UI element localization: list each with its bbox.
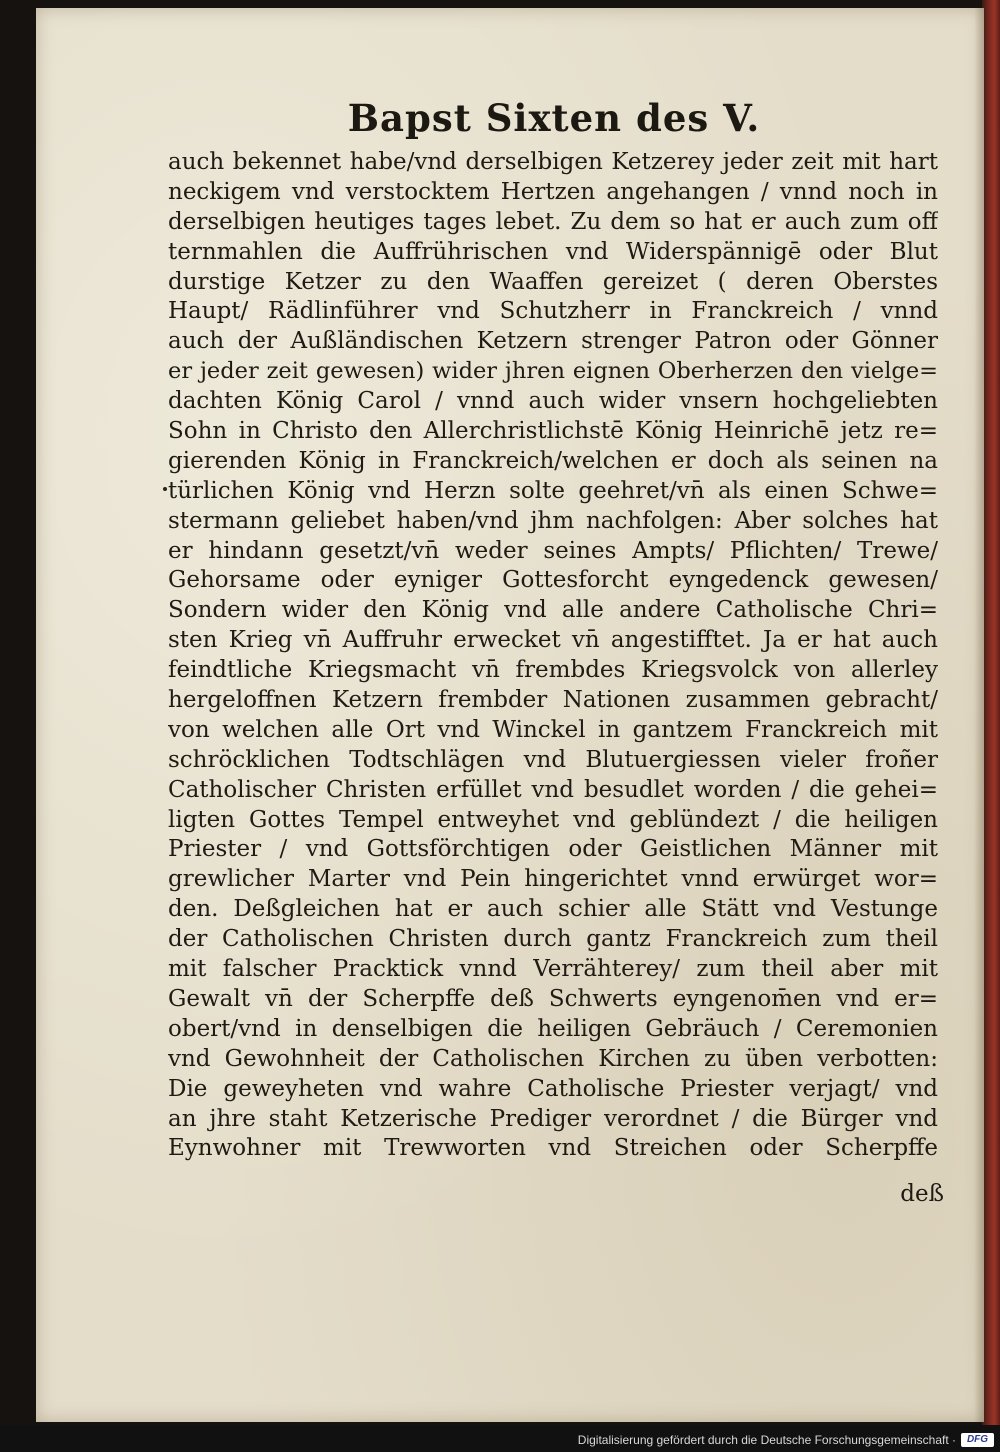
text-line: der Catholischen Christen durch gantz Franckreich zum theil: [168, 926, 938, 953]
text-line: Gewalt vn̄ der Scherpffe deß Schwerts eyngenom̄en vnd er=: [168, 985, 938, 1012]
text-line: gierenden König in Franckreich/welchen er doch als seinen na: [168, 447, 938, 474]
text-line: Eynwohner mit Trewworten vnd Streichen oder Scherpffe: [168, 1135, 938, 1162]
running-head: Bapst Sixten des V.: [347, 96, 761, 140]
text-line: er jeder zeit gewesen) wider jhren eignen Oberherzen den vielge=: [168, 358, 938, 385]
text-line: schröcklichen Todtschlägen vnd Blutuergiessen vieler froñer: [168, 746, 938, 773]
page-fold-shadow: [974, 8, 984, 1422]
footer-bar: [0, 1425, 1000, 1452]
margin-mark: [163, 487, 167, 491]
text-line: Catholischer Christen erfüllet vnd besudlet worden / die gehei=: [168, 776, 938, 803]
funding-notice: Digitalisierung gefördert durch die Deutsche Forschungsgemeinschaft ·: [577, 1433, 956, 1447]
text-line: türlichen König vnd Herzn solte geehret/vn̄ als einen Schwe=: [168, 477, 938, 504]
dfg-logo: DFG: [961, 1433, 994, 1447]
text-line: neckigem vnd verstocktem Hertzen angehangen / vnnd noch in: [168, 178, 938, 205]
text-line: er hindann gesetzt/vn̄ weder seines Ampts/ Pflichten/ Trewe/: [168, 537, 938, 564]
text-line: Die geweyheten vnd wahre Catholische Priester verjagt/ vnd: [168, 1075, 938, 1102]
text-line: durstige Ketzer zu den Waaffen gereizet ( deren Oberstes: [168, 268, 938, 295]
text-line: hergeloffnen Ketzern frembder Nationen zusammen gebracht/: [168, 687, 938, 714]
text-line: Haupt/ Rädlinführer vnd Schutzherr in Franckreich / vnnd: [168, 298, 938, 325]
text-line: den. Deßgleichen hat er auch schier alle Stätt vnd Vestunge: [168, 896, 938, 923]
text-line: derselbigen heutiges tages lebet. Zu dem so hat er auch zum off: [168, 208, 938, 235]
text-line: dachten König Carol / vnnd auch wider vnsern hochgeliebten: [168, 388, 938, 415]
book-cover-edge: [982, 0, 1000, 1425]
text-line: auch bekennet habe/vnd derselbigen Ketzerey jeder zeit mit hart: [168, 149, 938, 175]
text-line: Gehorsame oder eyniger Gottesforcht eyngedenck gewesen/: [168, 567, 938, 594]
text-line: an jhre staht Ketzerische Prediger verordnet / die Bürger vnd: [168, 1105, 938, 1132]
text-line: Priester / vnd Gottsförchtigen oder Geistlichen Männer mit: [168, 836, 938, 863]
text-line: sten Krieg vn̄ Auffruhr erwecket vn̄ angestifftet. Ja er hat auch: [168, 627, 938, 654]
text-line: stermann geliebet haben/vnd jhm nachfolgen: Aber solches hat: [168, 507, 938, 534]
text-line: Sondern wider den König vnd alle andere Catholische Chri=: [168, 597, 938, 624]
text-line: vnd Gewohnheit der Catholischen Kirchen zu üben verbotten:: [168, 1045, 938, 1072]
text-line: von welchen alle Ort vnd Winckel in gantzem Franckreich mit: [168, 716, 938, 743]
body-text: [168, 148, 938, 1164]
text-line: Sohn in Christo den Allerchristlichstē König Heinrichē jetz re=: [168, 418, 938, 445]
text-line: ligten Gottes Tempel entweyhet vnd geblündezt / die heiligen: [168, 806, 938, 833]
text-line: auch der Außländischen Ketzern strenger Patron oder Gönner: [168, 328, 938, 355]
text-line: ternmahlen die Auffrührischen vnd Widerspännigē oder Blut: [168, 238, 938, 265]
text-line: feindtliche Kriegsmacht vn̄ frembdes Kriegsvolck von allerley: [168, 657, 938, 684]
catchword: deß: [900, 1181, 944, 1207]
text-line: obert/vnd in denselbigen die heiligen Gebräuch / Ceremonien: [168, 1015, 938, 1042]
text-line: mit falscher Pracktick vnnd Verrähterey/ zum theil aber mit: [168, 956, 938, 983]
text-line: grewlicher Marter vnd Pein hingerichtet vnnd erwürget wor=: [168, 866, 938, 893]
